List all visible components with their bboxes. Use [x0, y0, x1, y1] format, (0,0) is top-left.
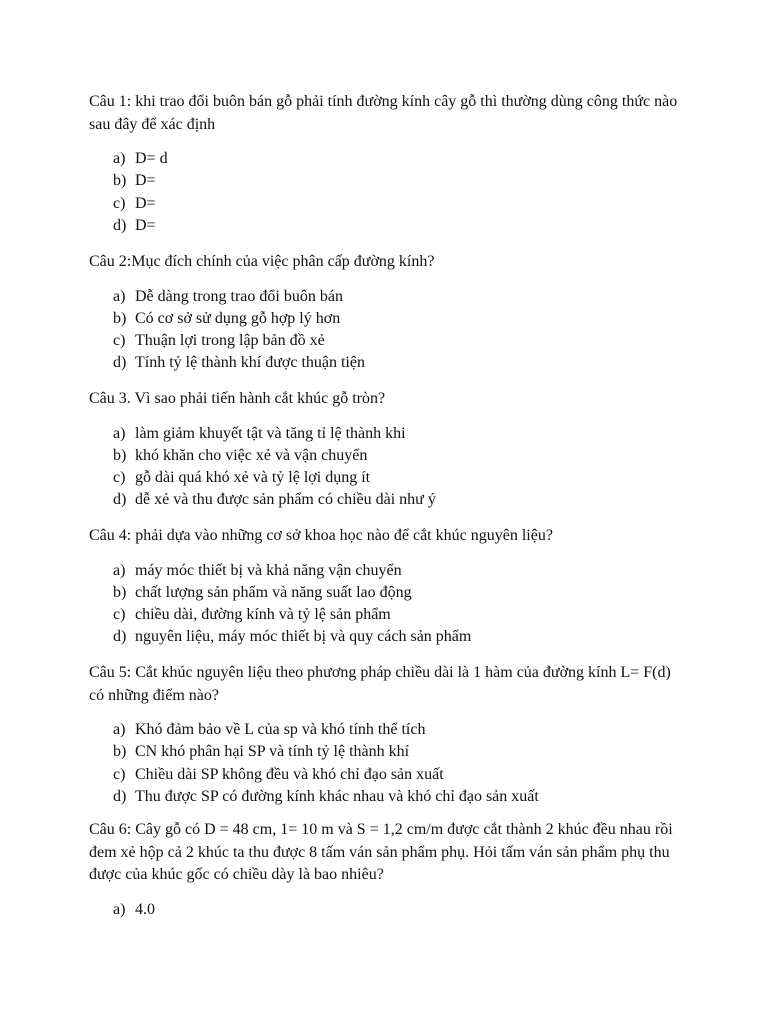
question-text: Câu 2:Mục đích chính của việc phân cấp đường kính?	[89, 253, 435, 270]
question-1	[89, 91, 689, 237]
option-letter: a)	[113, 900, 126, 918]
option-item	[89, 445, 689, 467]
option-item	[89, 286, 689, 308]
option-letter: d)	[113, 628, 127, 646]
option-letter: b)	[113, 583, 127, 601]
options-list	[89, 423, 689, 512]
option-text: CN khó phân hại SP và tính tỷ lệ thành khí	[135, 743, 410, 761]
options-list	[89, 148, 689, 237]
option-letter: a)	[113, 287, 126, 305]
option-letter: b)	[113, 172, 127, 190]
option-item	[89, 899, 689, 921]
option-item	[89, 352, 689, 374]
option-text: chiều dài, đường kính và tỷ lệ sản phẩm	[135, 606, 391, 624]
option-text: Thu được SP có đường kính khác nhau và khó chỉ đạo sản xuất	[135, 787, 539, 805]
option-text: D=	[135, 216, 156, 234]
question-5	[89, 662, 689, 808]
option-letter: d)	[113, 491, 127, 509]
option-letter: a)	[113, 150, 126, 167]
option-text: Tính tỷ lệ thành khí được thuận tiện	[135, 354, 365, 372]
option-item	[89, 741, 689, 763]
question-text: Câu 1: khi trao đổi buôn bán gỗ phải tính đường kính cây gỗ thì thường dùng công thức nào sau đây để xác định	[89, 93, 678, 133]
option-item	[89, 489, 689, 511]
option-item	[89, 626, 689, 648]
option-text: dễ xẻ và thu được sản phẩm có chiều dài như ý	[135, 491, 436, 509]
option-letter: c)	[113, 606, 126, 624]
option-text: Thuận lợi trong lập bản đồ xẻ	[135, 332, 325, 350]
option-text: khó khăn cho việc xẻ và vận chuyển	[135, 446, 368, 464]
option-letter: a)	[113, 561, 126, 579]
option-letter: d)	[113, 216, 127, 234]
options-list	[89, 899, 689, 921]
option-letter: d)	[113, 354, 127, 372]
option-letter: c)	[113, 469, 126, 487]
option-text: D=	[135, 194, 156, 212]
options-list	[89, 719, 689, 808]
question-4	[89, 525, 689, 649]
option-letter: c)	[113, 194, 126, 212]
option-item	[89, 215, 689, 237]
option-item	[89, 467, 689, 489]
option-text: D= d	[135, 150, 168, 167]
question-text: Câu 3. Vì sao phải tiến hành cắt khúc gỗ tròn?	[89, 390, 386, 407]
option-text: Dễ dàng trong trao đổi buôn bán	[135, 287, 343, 305]
option-text: chất lượng sản phẩm và năng suất lao động	[135, 583, 412, 601]
option-letter: b)	[113, 743, 127, 761]
option-letter: b)	[113, 446, 127, 464]
option-item	[89, 719, 689, 741]
option-letter: c)	[113, 765, 126, 783]
option-item	[89, 170, 689, 192]
option-letter: b)	[113, 309, 127, 327]
question-6	[89, 819, 689, 921]
question-3	[89, 388, 689, 512]
option-item	[89, 582, 689, 604]
option-text: D=	[135, 172, 156, 190]
question-text: Câu 4: phải dựa vào những cơ sở khoa học nào để cắt khúc nguyên liệu?	[89, 527, 553, 544]
option-item	[89, 786, 689, 808]
option-item	[89, 423, 689, 445]
option-item	[89, 560, 689, 582]
option-letter: a)	[113, 721, 126, 738]
options-list	[89, 560, 689, 649]
option-item	[89, 148, 689, 170]
option-item	[89, 193, 689, 215]
option-item	[89, 764, 689, 786]
option-letter: c)	[113, 332, 126, 350]
options-list	[89, 286, 689, 375]
question-text: Câu 6: Cây gỗ có D = 48 cm, 1= 10 m và S = 1,2 cm/m được cắt thành 2 khúc đều nhau rồi đem xẻ hộp cả 2 khúc ta thu được 8 tấm ván sản phẩm phụ. Hỏi tấm ván sản phẩm phụ thu được của khúc gốc có chiều dày là bao nhiêu?	[89, 821, 673, 883]
option-text: gỗ dài quá khó xẻ và tỷ lệ lợi dụng ít	[135, 469, 371, 487]
option-text: 4.0	[135, 900, 155, 918]
option-text: Khó đảm bảo về L của sp và khó tính thể tích	[135, 721, 426, 738]
question-text: Câu 5: Cắt khúc nguyên liệu theo phương pháp chiều dài là 1 hàm của đường kính L= F(d) có những điểm nào?	[89, 664, 671, 704]
option-text: nguyên liệu, máy móc thiết bị và quy cách sản phẩm	[135, 628, 472, 646]
option-item	[89, 604, 689, 626]
option-letter: a)	[113, 424, 126, 442]
option-item	[89, 308, 689, 330]
option-text: Có cơ sở sử dụng gỗ hợp lý hơn	[135, 309, 341, 327]
option-text: máy móc thiết bị và khả năng vận chuyển	[135, 561, 402, 579]
option-letter: d)	[113, 787, 127, 805]
question-2	[89, 251, 689, 375]
option-text: làm giảm khuyết tật và tăng tỉ lệ thành khi	[135, 424, 406, 442]
option-text: Chiều dài SP không đều và khó chỉ đạo sản xuất	[135, 765, 444, 783]
option-item	[89, 330, 689, 352]
